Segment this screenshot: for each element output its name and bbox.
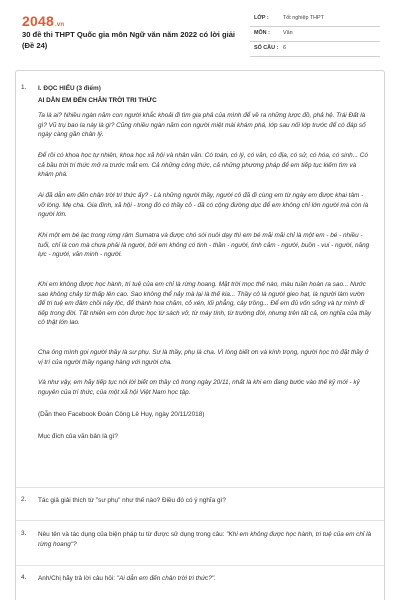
meta-value: Tốt nghiệp THPT: [283, 15, 324, 21]
question-text: Mục đích của văn bản là gì?: [38, 433, 118, 440]
passage-title: AI DẪN EM ĐẾN CHÂN TRỜI TRI THỨC: [38, 97, 157, 104]
question-block-4: [16, 566, 385, 600]
question-block-1: [16, 71, 385, 488]
question-quote: "Khi em không được học hành, tri tuệ của em chỉ là rừng hoang"?: [38, 531, 372, 548]
question-list: [15, 70, 385, 600]
passage-paragraph: Cha ông mình gọi người thầy là sư phụ. Sư là thầy, phụ là cha. Vì lòng biết ơn và kính trọng, người học trò đặt thầy ở vị trí của người thầy ngang hàng với người cha.: [38, 349, 369, 366]
header: [0, 0, 400, 66]
question-text-plain: Nêu tên và tác dụng của biện pháp tu từ được sử dụng trong câu:: [38, 531, 227, 538]
meta-info-table: [250, 12, 380, 57]
meta-row-class: [250, 12, 380, 27]
meta-key: LỚP :: [254, 15, 269, 21]
meta-value: Văn: [283, 30, 293, 36]
passage-paragraph: Ai đã dẫn em đến chân trời tri thức ấy? - Là những người thầy, người cô đã đi cùng em từ ngày em được khai tâm - vỡ lòng. Mẹ cha. Gia đình, xã hội - trong đó có thầy cô - đã có cộng đường dục để em không chỉ lớn người mà còn là người lớn.: [38, 192, 369, 219]
question-quote: "Ai dẫn em đến chân trời tri thức?".: [116, 575, 216, 582]
passage-source: (Dẫn theo Facebook Đoàn Công Lê Huy, ngày 20/11/2018): [38, 411, 205, 418]
question-block-2: [16, 488, 385, 521]
passage-paragraph: Khi em không được học hành, tri tuệ của em chỉ là rừng hoang. Mặt trời mọc thế nào, màu tuần hoàn ra sao... Nước sao không chảy từ thấp lên cao. Sao không thể nảy mà lại là thế kia... Thầy cô là người gieo hạt, là người làm vườn để tri tuệ em đâm chồi nảy lộc, để thành hoa chăm, cỏ xén, lối phẳng, cây trồng... Để em đủ vốn sống và tự mình đi tiếp trong đời. Tất nhiên em còn được học từ sách vở, từ máy tính, từ trường đời, nhưng trên tất cả, ơn nghĩa của thầy cô thật lớn lao.: [38, 281, 372, 327]
question-number: 3.: [21, 530, 27, 537]
passage-paragraph: Khi một em bé lạc trong rừng rậm Sumatra và được chó sói nuôi dạy thì em bé mãi mãi chỉ là một em - bé - nhiều - tuổi, chỉ là con mà chưa phải là người, bởi em không có tinh - thần - người, tình cảm - người, buồn - vui - người, năng lực - người, văn minh - người.: [38, 232, 370, 259]
meta-row-question-count: [250, 42, 380, 57]
section-heading: I. ĐỌC HIỂU (3 điểm): [38, 85, 101, 92]
passage-paragraph: Ta là ai? Nhiều ngàn năm con người khắc khoải đi tìm gia phả của mình để về ra những lược đồ, phả hệ. Trái Đất là gì? Vũ trụ bao la này là gì? Cũng nhiều ngàn năm con người miệt mài khám phá, lớp sau nối lớp trước để có đáp số ngày càng gần chân lý.: [38, 112, 366, 139]
logo-suffix: .vn: [54, 22, 65, 28]
question-text: [38, 530, 372, 549]
question-number: 1.: [21, 84, 27, 91]
meta-key: MÔN :: [254, 30, 270, 36]
logo-text: 2048: [22, 13, 54, 29]
question-block-3: [16, 521, 385, 566]
passage-paragraph: Và như vậy, em hãy tiếp tục nói lời biết ơn thầy cô trong ngày 20/11, nhất là khi em đang bước vào thế kỷ mới - kỷ nguyên của trí thức, của một xã hội Việt Nam học tập.: [38, 379, 360, 396]
document-title: 30 đề thi THPT Quốc gia môn Ngữ văn năm 2022 có lời giải (Đề 24): [22, 30, 236, 50]
question-text-plain: Anh/Chị hãy trả lời câu hỏi:: [38, 575, 117, 582]
question-text: [38, 574, 372, 584]
passage-paragraph: Để rồi có khoa học tự nhiên, khoa học xã hội và nhân văn. Có toán, có lý, có văn, có địa, có sử, có hóa, có sinh... Có cả bầu trời tri thức mở ra trước mắt em. Cả những công thức, cả những phương pháp để em tiếp tục kiếm tìm và khám phá.: [38, 152, 368, 179]
meta-value: 6: [283, 45, 286, 51]
question-number: 4.: [21, 574, 27, 581]
meta-key: SỐ CÂU :: [254, 45, 279, 51]
meta-row-subject: [250, 27, 380, 42]
question-text: Tác giả giải thích từ "sư phụ" như thế nào? Điều đó có ý nghĩa gì?: [38, 497, 226, 504]
question-number: 2.: [21, 496, 27, 503]
